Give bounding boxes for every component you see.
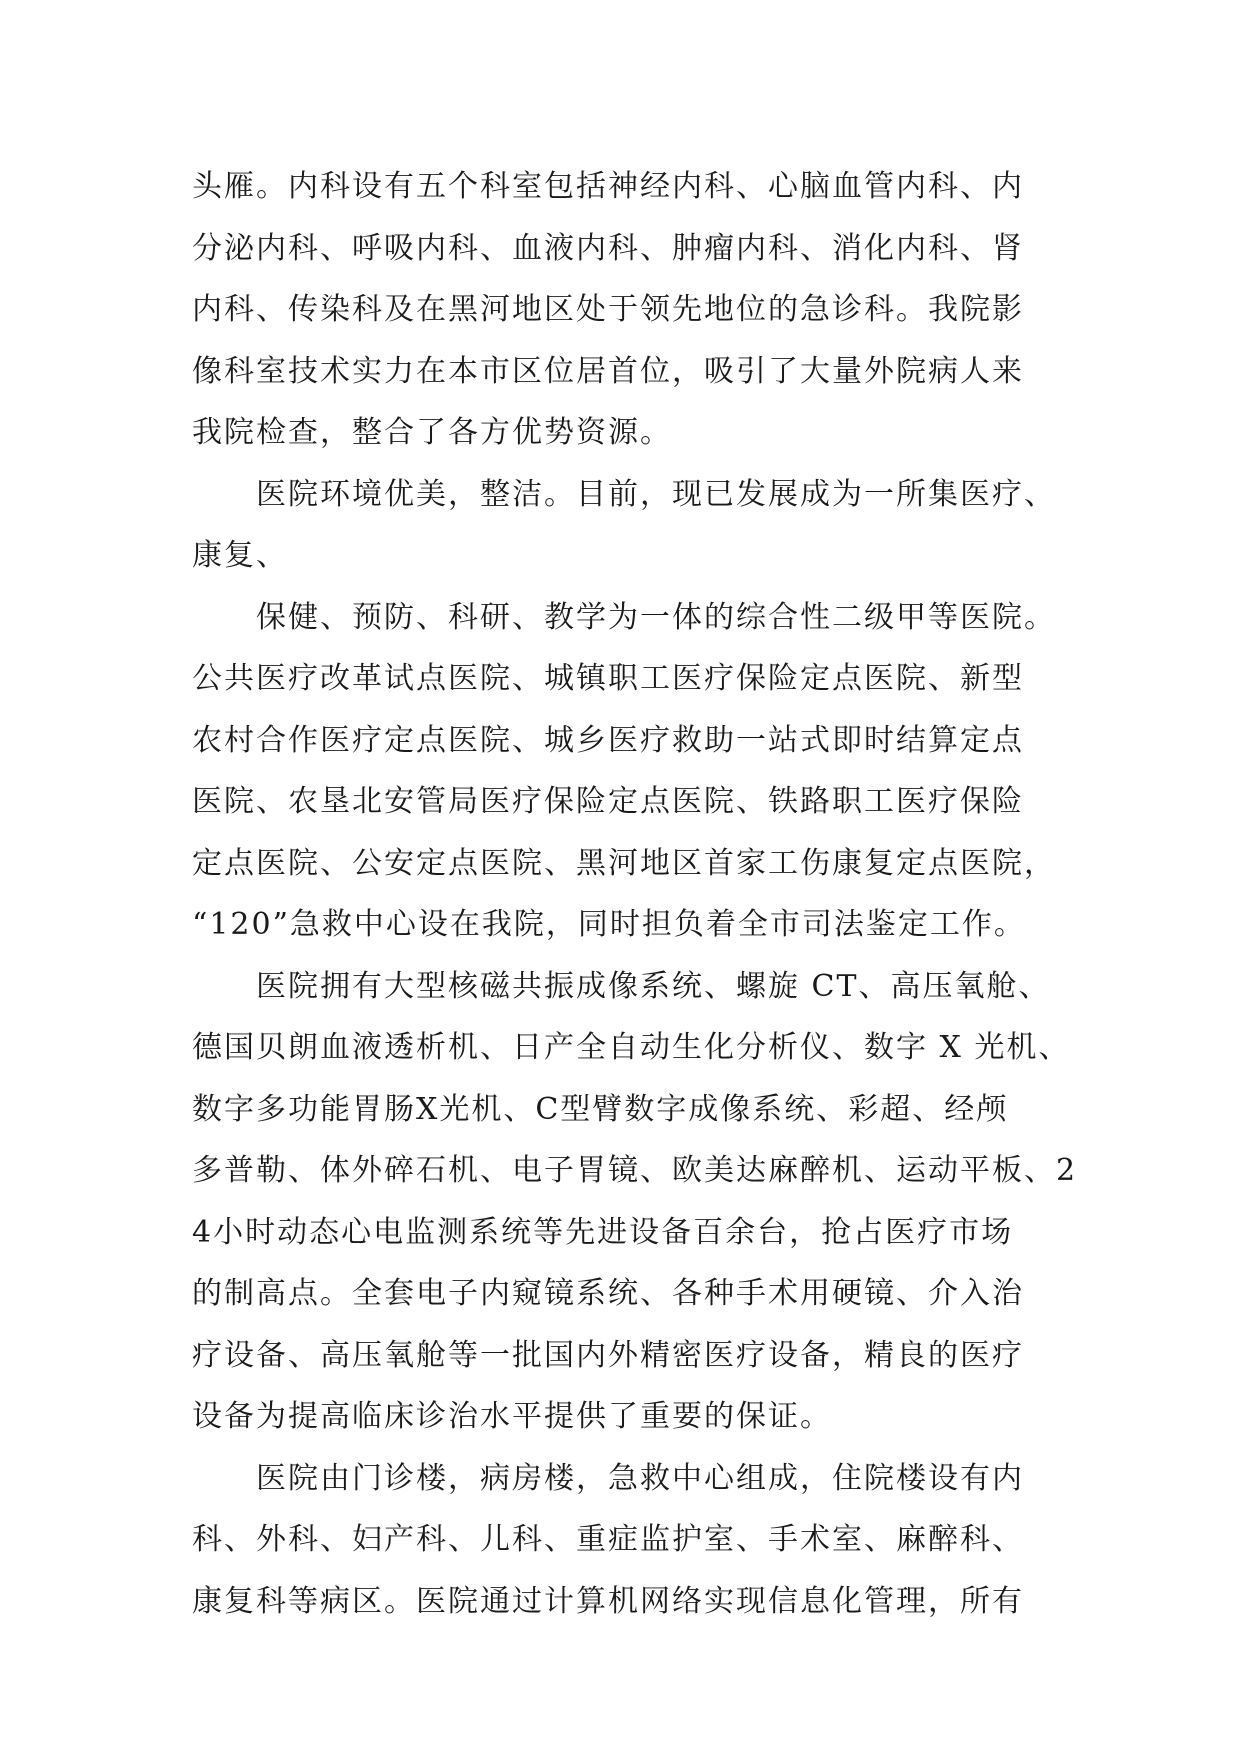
- text-line: 德国贝朗血液透析机、日产全自动生化分析仪、数字 X 光机、: [192, 1030, 1071, 1065]
- text-line: 设备为提高临床诊治水平提供了重要的保证。: [192, 1399, 832, 1434]
- text-line: 分泌内科、呼吸内科、血液内科、肿瘤内科、消化内科、肾: [192, 230, 1024, 266]
- text-line: 内科、传染科及在黑河地区处于领先地位的急诊科。我院影: [192, 292, 1024, 327]
- text-line: 4小时动态心电监测系统等先进设备百余台，抢占医疗市场: [192, 1214, 1014, 1250]
- text-line: 的制高点。全套电子内窥镜系统、各种手术用硬镜、介入治: [192, 1276, 1024, 1311]
- text-line: “120”急救中心设在我院，同时担负着全市司法鉴定工作。: [192, 907, 1026, 942]
- text-line: 农村合作医疗定点医院、城乡医疗救助一站式即时结算定点: [192, 722, 1024, 758]
- text-line: 科、外科、妇产科、儿科、重症监护室、手术室、麻醉科、: [192, 1522, 1024, 1557]
- text-line: 公共医疗改革试点医院、城镇职工医疗保险定点医院、新型: [192, 661, 1024, 696]
- text-line: 多普勒、体外碎石机、电子胃镜、欧美达麻醉机、运动平板、2: [192, 1153, 1078, 1188]
- text-line: 头雁。内科设有五个科室包括神经内科、心脑血管内科、内: [192, 169, 1024, 204]
- text-line: 医院、农垦北安管局医疗保险定点医院、铁路职工医疗保险: [192, 784, 1024, 819]
- document-body: [192, 156, 1082, 1632]
- text-line: 像科室技术实力在本市区位居首位，吸引了大量外院病人来: [192, 353, 1024, 389]
- paragraph-start-line: 医院拥有大型核磁共振成像系统、螺旋 CT、高压氧舱、: [256, 968, 1051, 1004]
- paragraph-start-line: 保健、预防、科研、教学为一体的综合性二级甲等医院。: [256, 599, 1056, 635]
- text-line: 康复科等病区。医院通过计算机网络实现信息化管理，所有: [192, 1583, 1024, 1619]
- text-line: 康复、: [192, 538, 288, 573]
- text-line: 疗设备、高压氧舱等一批国内外精密医疗设备，精良的医疗: [192, 1337, 1024, 1373]
- paragraph-start-line: 医院由门诊楼，病房楼，急救中心组成，住院楼设有内: [256, 1460, 1024, 1496]
- paragraph-start-line: 医院环境优美，整洁。目前，现已发展成为一所集医疗、: [256, 476, 1056, 512]
- text-line: 定点医院、公安定点医院、黑河地区首家工伤康复定点医院，: [192, 845, 1056, 881]
- text-line: 数字多功能胃肠X光机、C型臂数字成像系统、彩超、经颅: [192, 1091, 1009, 1127]
- text-line: 我院检查，整合了各方优势资源。: [192, 415, 672, 450]
